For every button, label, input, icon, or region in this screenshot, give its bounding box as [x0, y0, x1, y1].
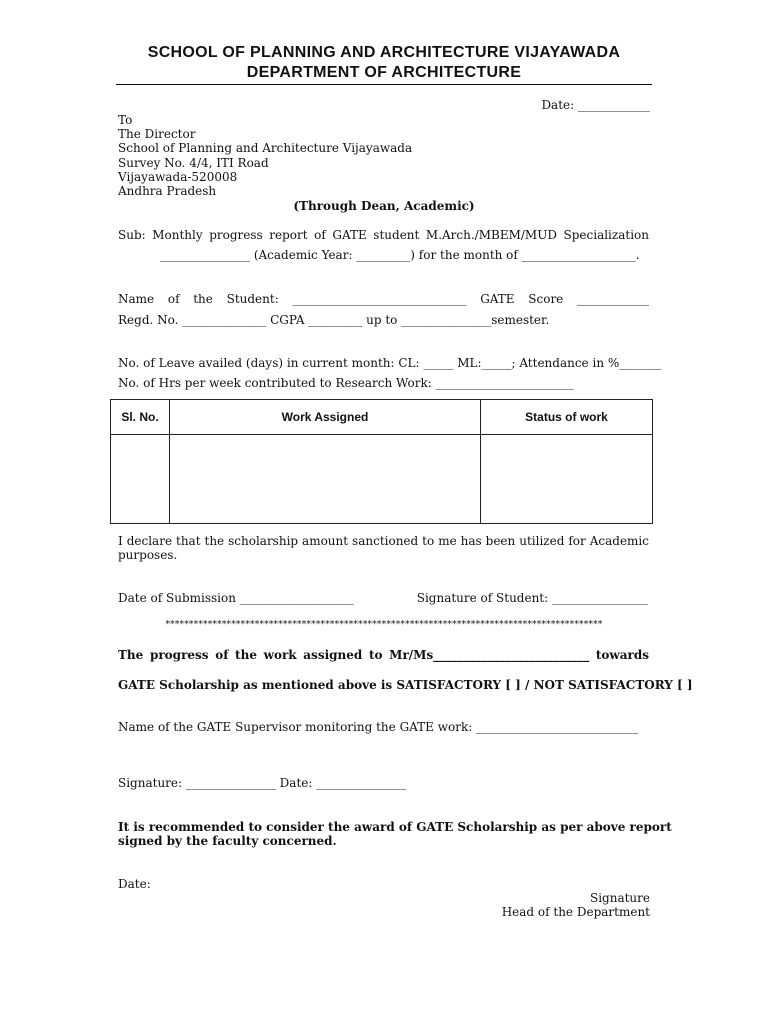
address-line: Vijayawada-520008: [118, 170, 238, 184]
address-to: To: [118, 113, 133, 127]
declaration-line-2: purposes.: [118, 548, 178, 562]
table-cell: [481, 435, 653, 524]
through-note: [0, 199, 768, 213]
declaration-line: I declare that the scholarship amount sanctioned to me has been utilized for Academic: [118, 534, 649, 548]
student-name-field: Name of the Student: _____________________________ GATE Score ____________: [118, 292, 649, 306]
recommendation-line: It is recommended to consider the award of GATE Scholarship as per above report: [118, 820, 672, 834]
subject-line: Sub: Monthly progress report of GATE student M.Arch./MBEM/MUD Specialization: [118, 228, 649, 242]
col-status: Status of work: [481, 400, 653, 435]
table-cell: [170, 435, 481, 524]
address-line: Survey No. 4/4, ITI Road: [118, 156, 269, 170]
satisfactory-line: GATE Scholarship as mentioned above is SATISFACTORY [ ] / NOT SATISFACTORY [ ]: [118, 678, 693, 692]
department-title: DEPARTMENT OF ARCHITECTURE: [246, 64, 522, 81]
table-header-row: [111, 400, 653, 435]
footer-signature-label: Signature: [589, 891, 650, 905]
leave-field: No. of Leave availed (days) in current month: CL: _____ ML:_____; Attendance in %_______: [118, 356, 662, 370]
table-row: [111, 435, 653, 524]
institution-title: SCHOOL OF PLANNING AND ARCHITECTURE VIJAYAWADA: [147, 44, 621, 61]
submission-date: Date of Submission ___________________: [118, 591, 354, 605]
regd-no-field: Regd. No. ______________ CGPA _________ up to _______________semester.: [118, 313, 550, 327]
footer-date: Date:: [118, 877, 151, 891]
supervisor-name-field: Name of the GATE Supervisor monitoring the GATE work: ___________________________: [118, 720, 639, 734]
address-line: The Director: [118, 127, 196, 141]
separator-stars: *********************************************************************************************: [165, 620, 603, 630]
through-text: (Through Dean, Academic): [293, 199, 475, 213]
student-signature: Signature of Student: ________________: [416, 591, 648, 605]
recommendation-line-2: signed by the faculty concerned.: [118, 834, 337, 848]
col-sl-no: Sl. No.: [111, 400, 170, 435]
work-table: [110, 399, 653, 524]
progress-line: The progress of the work assigned to Mr/Ms__________________________ towards: [118, 648, 649, 662]
header-rule: [116, 84, 652, 85]
subject-line-2: _______________ (Academic Year: _________) for the month of ___________________.: [160, 248, 640, 262]
date-field: Date: ____________: [541, 98, 650, 112]
research-hours-field: No. of Hrs per week contributed to Research Work: _______________________: [118, 376, 574, 390]
table-cell: [111, 435, 170, 524]
address-line: School of Planning and Architecture Vijayawada: [118, 141, 413, 155]
address-line: Andhra Pradesh: [118, 184, 217, 198]
hod-label: Head of the Department: [501, 905, 650, 919]
supervisor-signature-field: Signature: _______________ Date: _______________: [118, 776, 407, 790]
col-work-assigned: Work Assigned: [170, 400, 481, 435]
